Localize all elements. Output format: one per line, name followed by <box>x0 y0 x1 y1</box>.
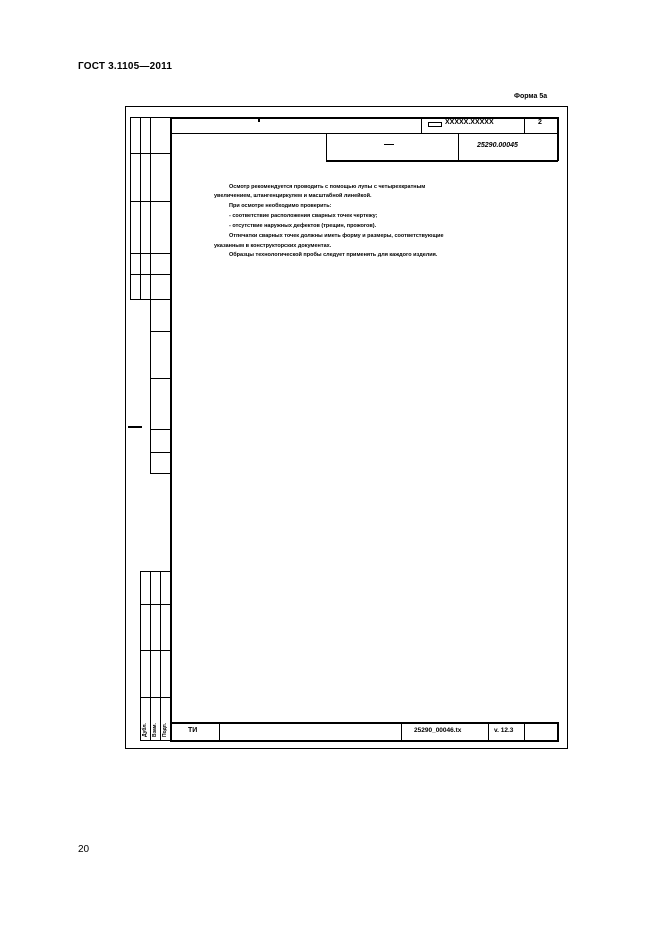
content-line: увеличением, штангенциркулем и масштабной линейкой. <box>214 193 372 199</box>
content-line: Осмотр рекомендуется проводить с помощью лупы с четырехкратным <box>229 184 426 190</box>
content-line: - отсутствие наружных дефектов (трещин, прожогов). <box>229 223 377 229</box>
document-standard-header: ГОСТ 3.1105—2011 <box>78 61 173 72</box>
footer-version: v. 12.3 <box>494 727 514 734</box>
content-line: Образцы технологической пробы следует применять для каждого изделия. <box>229 252 438 258</box>
side-label-vzam: Взам. <box>152 723 158 737</box>
content-line: - соответствие расположения сварных точек чертежу; <box>229 213 378 219</box>
content-line: Отпечатки сварных точек должны иметь форму и размеры, соответствующие <box>229 233 444 239</box>
form-frame <box>125 106 568 749</box>
page-number: 20 <box>78 844 90 855</box>
footer-doc-type: ТИ <box>188 727 198 734</box>
content-line: При осмотре необходимо проверить: <box>229 203 332 209</box>
form-label: Форма 5а <box>514 93 548 100</box>
content-left-border <box>170 117 172 741</box>
content-line: указанным в конструкторских документах. <box>214 243 332 249</box>
title-dash: — <box>384 139 394 150</box>
stamp-box-icon <box>428 122 442 127</box>
side-label-dubl: Дубл. <box>142 723 148 737</box>
footer-file-name: 25290_00046.tx <box>414 727 462 734</box>
side-label-podp: Подп. <box>162 722 168 737</box>
title-code: XXXXX.XXXXX <box>445 119 494 126</box>
title-doc-number: 25290.00045 <box>477 142 518 149</box>
title-sheet-number: 2 <box>538 119 542 126</box>
